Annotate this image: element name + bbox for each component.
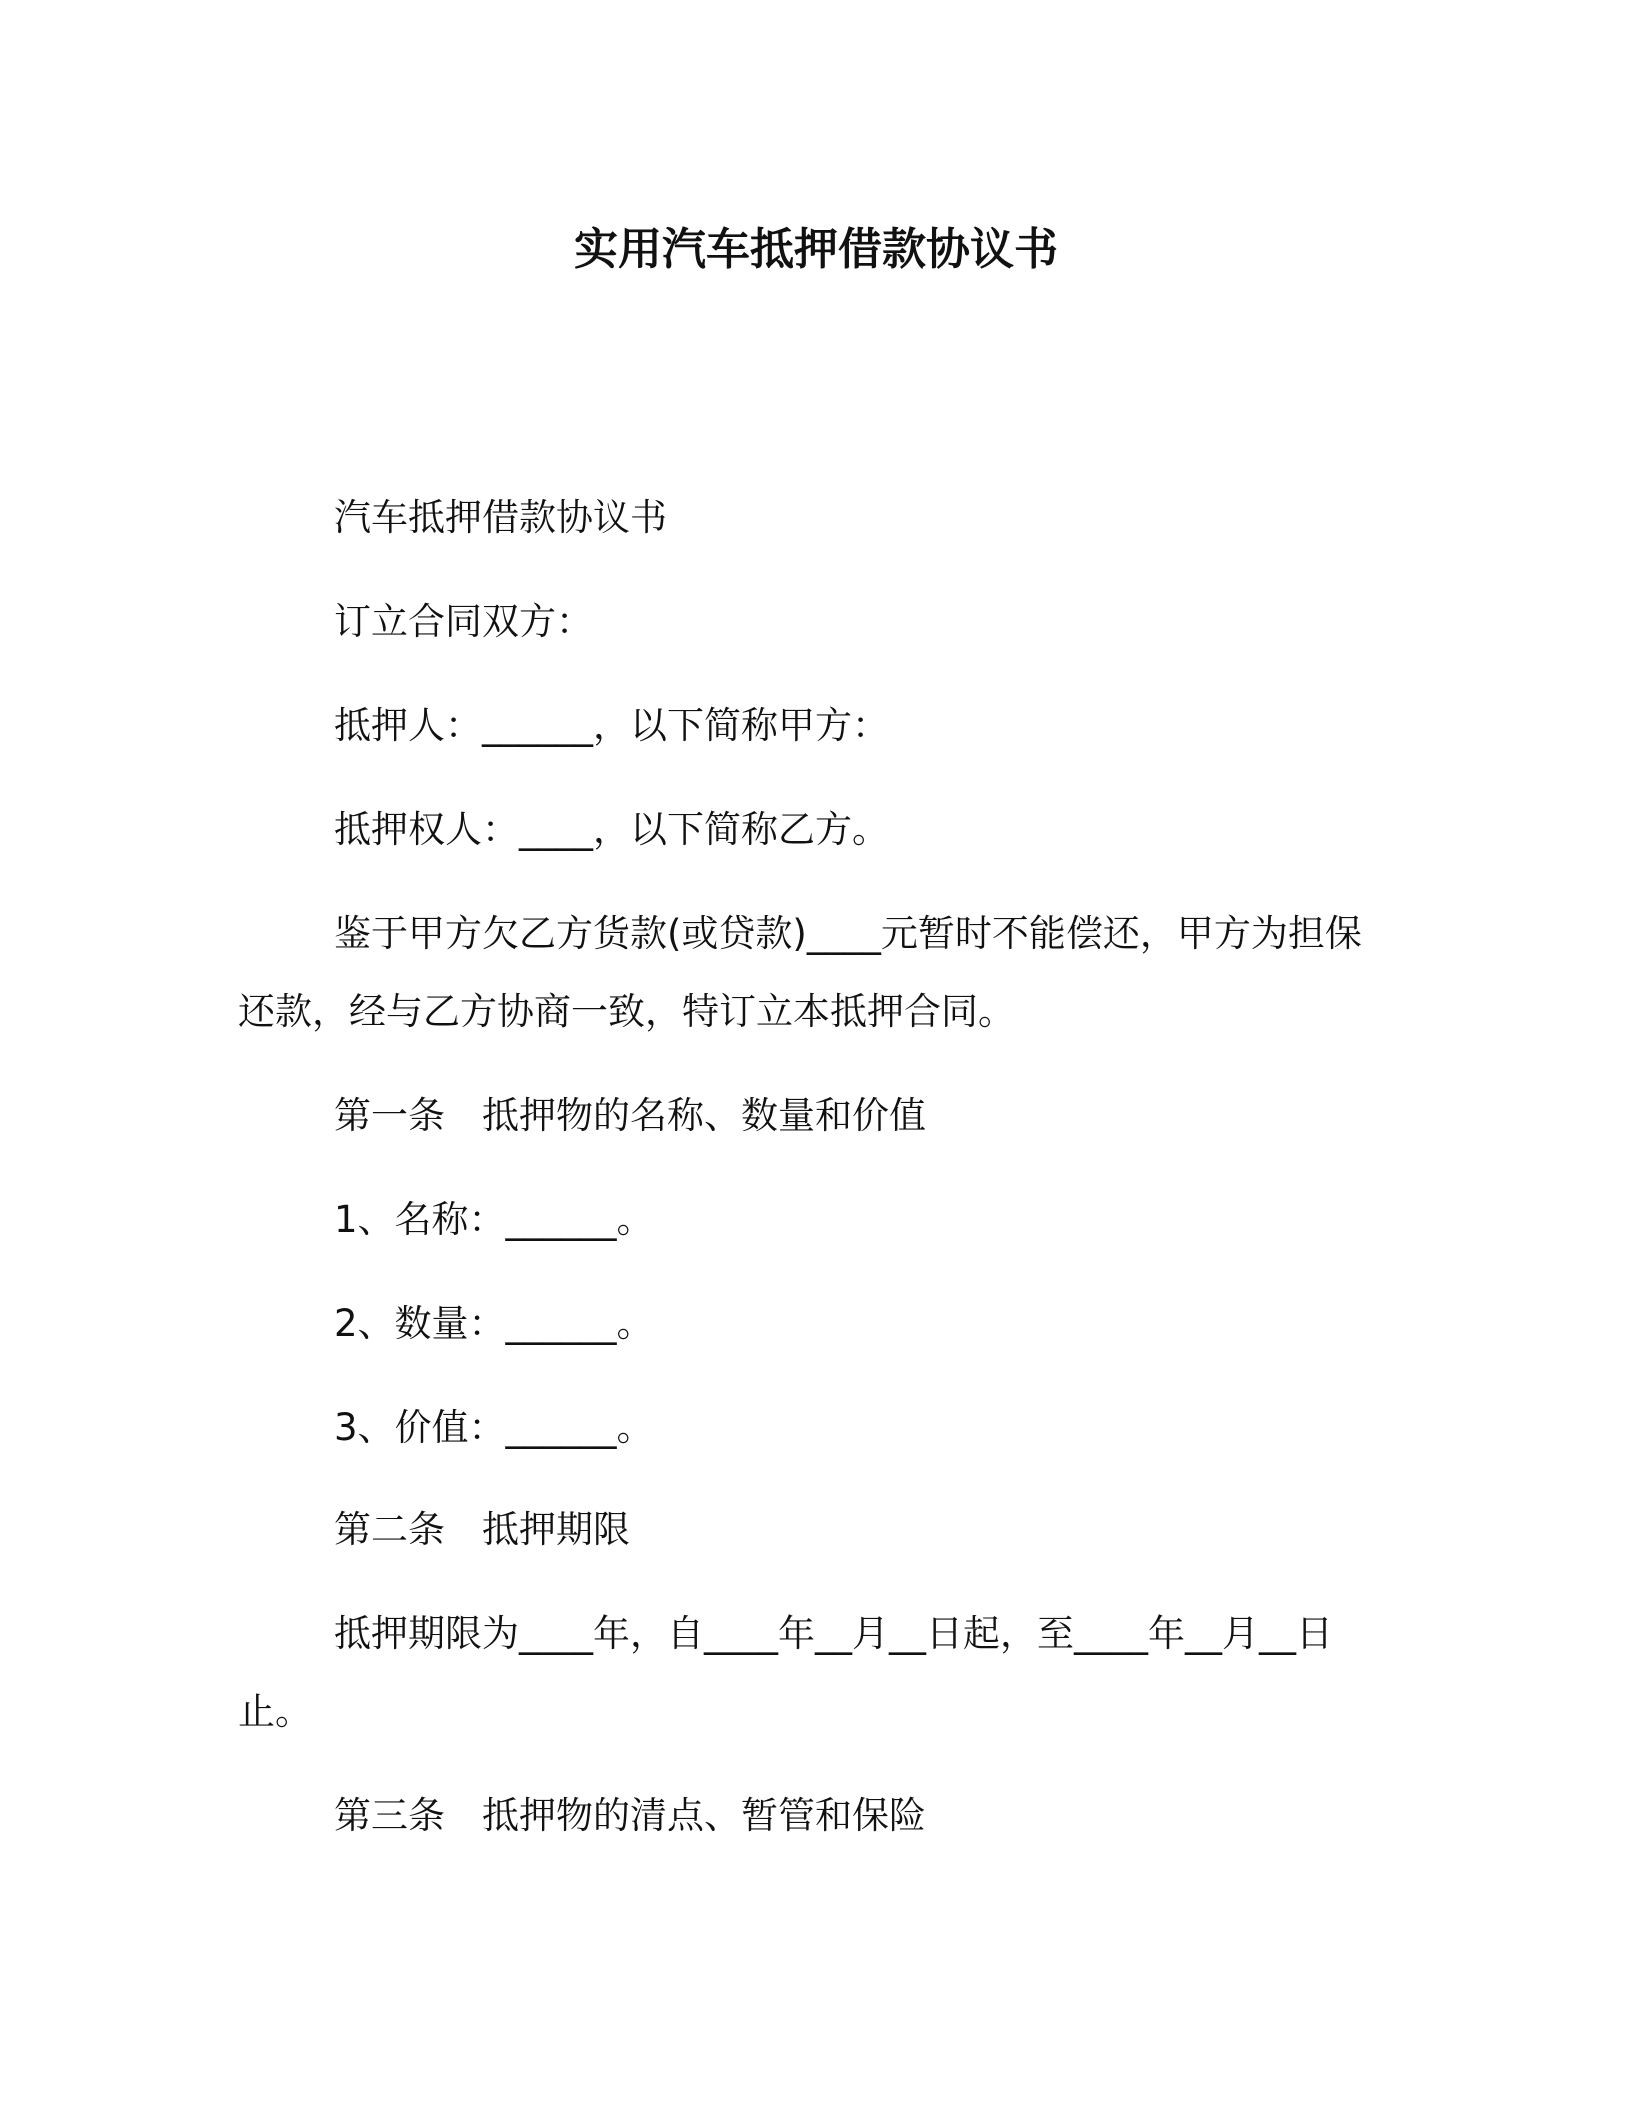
paragraph-line <box>238 910 1398 958</box>
paragraph-text: 汽车抵押借款协议书 <box>334 496 667 539</box>
paragraph-text: 2、数量：______。 <box>334 1302 654 1345</box>
paragraph-recital <box>238 910 1398 1036</box>
paragraph-text: 止。 <box>238 1690 312 1733</box>
paragraph-text: 第三条 抵押物的清点、暂管和保险 <box>334 1794 926 1837</box>
article-1-heading <box>238 1092 1398 1140</box>
paragraph-line <box>238 1610 1398 1658</box>
paragraph-subtitle <box>238 494 1398 542</box>
article-2-heading <box>238 1506 1398 1554</box>
paragraph-text: 抵押人：______，以下简称甲方： <box>334 704 889 747</box>
paragraph-line <box>238 1688 1398 1736</box>
paragraph-text: 抵押期限为____年，自____年__月__日起，至____年__月__日 <box>334 1612 1333 1655</box>
paragraph-parties <box>238 598 1398 646</box>
paragraph-text: 第二条 抵押期限 <box>334 1508 630 1551</box>
paragraph-text: 第一条 抵押物的名称、数量和价值 <box>334 1094 926 1137</box>
paragraph-text: 抵押权人：____，以下简称乙方。 <box>334 808 889 851</box>
item-quantity <box>238 1300 1398 1348</box>
paragraph-text: 订立合同双方： <box>334 600 593 643</box>
paragraph-text: 1、名称：______。 <box>334 1198 654 1241</box>
paragraph-text: 鉴于甲方欠乙方货款(或贷款)____元暂时不能偿还，甲方为担保 <box>334 912 1362 955</box>
paragraph-mortgagee <box>238 806 1398 854</box>
item-name <box>238 1196 1398 1244</box>
paragraph-mortgagor <box>238 702 1398 750</box>
article-3-heading <box>238 1792 1398 1840</box>
document-title: 实用汽车抵押借款协议书 <box>574 224 1058 275</box>
paragraph-text: 3、价值：______。 <box>334 1406 654 1449</box>
paragraph-term <box>238 1610 1398 1736</box>
paragraph-line <box>238 988 1398 1036</box>
item-value <box>238 1404 1398 1452</box>
paragraph-text: 还款，经与乙方协商一致，特订立本抵押合同。 <box>238 990 1015 1033</box>
